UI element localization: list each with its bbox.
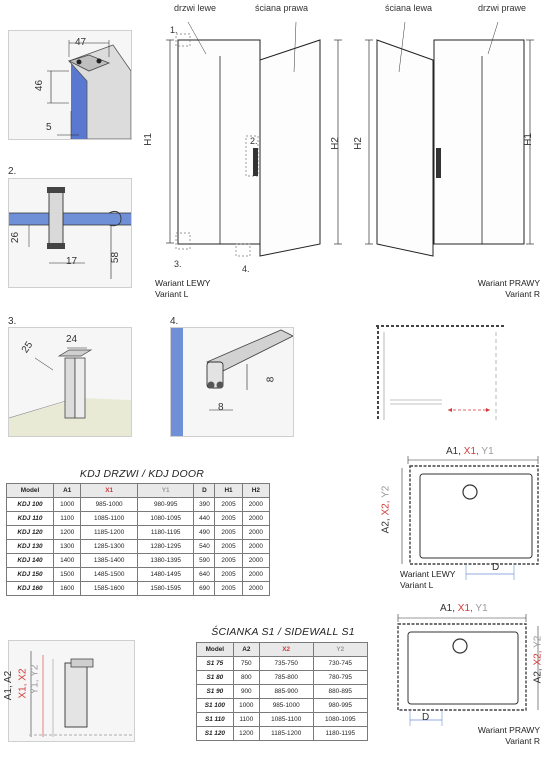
side-table-cell: S1 100 xyxy=(197,699,234,713)
plan-left-side-dims xyxy=(380,486,391,534)
variant-left-plan-caption xyxy=(400,569,455,591)
side-table-row xyxy=(197,685,368,699)
col-a1: A1 xyxy=(54,484,81,498)
col-model: Model xyxy=(197,643,234,657)
detail-1-drawing xyxy=(9,31,131,139)
dim-24: 24 xyxy=(66,334,78,345)
door-table-cell: 2000 xyxy=(242,526,269,540)
side-table-cell: S1 80 xyxy=(197,671,234,685)
dim-17: 17 xyxy=(66,256,78,267)
door-table-title: KDJ DRZWI / KDJ DOOR xyxy=(79,468,205,480)
variant-right-caption xyxy=(466,278,540,300)
side-table-cell: 1200 xyxy=(233,727,259,741)
door-table-cell: 1300 xyxy=(54,540,81,554)
side-table-header xyxy=(197,643,368,657)
detail-2-number: 2. xyxy=(8,166,17,177)
door-table-cell: 2005 xyxy=(215,512,242,526)
door-table-cell: KDJ 120 xyxy=(7,526,54,540)
callout-3: 3. xyxy=(174,259,182,269)
door-table-cell: 2005 xyxy=(215,526,242,540)
side-table-row xyxy=(197,657,368,671)
col-x1: X1 xyxy=(81,484,138,498)
door-table-cell: 2000 xyxy=(242,512,269,526)
side-table-cell: 985-1000 xyxy=(259,699,313,713)
side-table-cell: 780-795 xyxy=(313,671,367,685)
door-table-cell: 1480-1495 xyxy=(137,568,194,582)
col-x2: X2 xyxy=(259,643,313,657)
glass-panel xyxy=(9,213,131,225)
glass-panel xyxy=(171,328,183,436)
shower-right-side xyxy=(352,0,435,290)
variant-left-plan-en: Variant L xyxy=(400,580,434,590)
side-table-cell: S1 110 xyxy=(197,713,234,727)
label-drzwi-prawe: drzwi prawe xyxy=(478,3,527,13)
door-table-cell: 1185-1200 xyxy=(81,526,138,540)
door-table-cell: 1580-1595 xyxy=(137,582,194,596)
door-table-cell: 1400 xyxy=(54,554,81,568)
profile-a-dims: A1, A2 xyxy=(3,670,15,701)
door-table-cell: 640 xyxy=(194,568,215,582)
door-table xyxy=(6,483,270,596)
profile-x-dims: X1, X2 xyxy=(17,668,29,699)
dim-y1: Y1 xyxy=(481,446,494,457)
door-table-cell: 1280-1295 xyxy=(137,540,194,554)
door-table-cell: 390 xyxy=(194,498,215,512)
dim-y2b: Y2 xyxy=(532,635,544,648)
door-table-cell: 1285-1300 xyxy=(81,540,138,554)
side-table-cell: 1100 xyxy=(233,713,259,727)
door-table-cell: 1485-1500 xyxy=(81,568,138,582)
dim-x1b: X1, xyxy=(457,603,473,614)
door-table-row xyxy=(7,554,270,568)
label-h2-left: H2 xyxy=(329,137,341,150)
door-table-cell: 2005 xyxy=(215,582,242,596)
door-table-cell: 2000 xyxy=(242,582,269,596)
dim-d-right: D xyxy=(422,712,430,723)
door-table-row xyxy=(7,512,270,526)
label-h1-right: H1 xyxy=(522,133,534,146)
plan-view-right xyxy=(390,598,550,728)
side-table-cell: S1 120 xyxy=(197,727,234,741)
dim-46: 46 xyxy=(34,79,46,92)
plan-right-side-dims xyxy=(532,636,543,684)
dim-d-left: D xyxy=(492,562,500,573)
door-table-cell: KDJ 140 xyxy=(7,554,54,568)
plan-left-top-dims xyxy=(446,446,494,457)
col-d: D xyxy=(194,484,215,498)
dim-47: 47 xyxy=(75,37,87,48)
dim-26: 26 xyxy=(10,231,22,244)
door-table-cell: KDJ 160 xyxy=(7,582,54,596)
side-table xyxy=(196,642,368,741)
door-table-cell: KDJ 100 xyxy=(7,498,54,512)
side-table-row xyxy=(197,713,368,727)
side-table-cell: 900 xyxy=(233,685,259,699)
side-table-cell: 750 xyxy=(233,657,259,671)
label-h2-right: H2 xyxy=(352,137,364,150)
dim-x2b: X2, xyxy=(532,650,544,666)
dim-a2: A2, xyxy=(380,518,392,534)
door-table-cell: 690 xyxy=(194,582,215,596)
side-table-row xyxy=(197,727,368,741)
label-sciana-prawa: ściana prawa xyxy=(255,3,309,13)
door-table-cell: 1085-1100 xyxy=(81,512,138,526)
door-table-cell: KDJ 110 xyxy=(7,512,54,526)
dim-x2: X2, xyxy=(380,500,392,516)
door-table-cell: 1180-1195 xyxy=(137,526,194,540)
door-table-cell: 590 xyxy=(194,554,215,568)
side-table-cell: 1085-1100 xyxy=(259,713,313,727)
plan-view-small xyxy=(376,324,506,424)
handle-bar xyxy=(49,189,63,247)
label-h1-left: H1 xyxy=(142,133,154,146)
detail-3-number: 3. xyxy=(8,316,17,327)
label-drzwi-lewe: drzwi lewe xyxy=(174,3,217,13)
variant-right-pl: Wariant PRAWY xyxy=(477,278,540,288)
dim-5: 5 xyxy=(46,122,52,133)
side-table-cell: 1080-1095 xyxy=(313,713,367,727)
side-table-cell: 1185-1200 xyxy=(259,727,313,741)
side-table-cell: 885-900 xyxy=(259,685,313,699)
door-table-cell: 1500 xyxy=(54,568,81,582)
variant-right-plan-pl: Wariant PRAWY xyxy=(477,725,540,735)
detail-2-drawing xyxy=(9,179,131,287)
dim-a2b: A2, xyxy=(532,668,544,684)
callout-4: 4. xyxy=(242,264,250,274)
side-table-cell: 735-750 xyxy=(259,657,313,671)
side-table-cell: 800 xyxy=(233,671,259,685)
side-table-cell: 785-800 xyxy=(259,671,313,685)
detail-4-number: 4. xyxy=(170,316,179,327)
side-table-cell: 880-895 xyxy=(313,685,367,699)
side-table-row xyxy=(197,699,368,713)
dim-8-vertical: 8 xyxy=(265,376,277,383)
door-table-header xyxy=(7,484,270,498)
door-table-cell: 980-995 xyxy=(137,498,194,512)
variant-left-en: Variant L xyxy=(155,289,189,299)
door-table-row xyxy=(7,540,270,554)
door-table-cell: 1200 xyxy=(54,526,81,540)
door-table-cell: 2005 xyxy=(215,568,242,582)
side-table-cell: 1000 xyxy=(233,699,259,713)
door-table-cell: 1080-1095 xyxy=(137,512,194,526)
plan-right-top-dims xyxy=(440,603,488,614)
variant-right-plan-en: Variant R xyxy=(505,736,540,746)
door-table-cell: 2005 xyxy=(215,554,242,568)
variant-right-plan-caption xyxy=(466,725,540,747)
door-table-row xyxy=(7,568,270,582)
side-table-row xyxy=(197,671,368,685)
door-table-cell: KDJ 150 xyxy=(7,568,54,582)
detail-2-panel xyxy=(8,178,132,288)
door-table-cell: 2000 xyxy=(242,554,269,568)
door-table-cell: KDJ 130 xyxy=(7,540,54,554)
door-table-cell: 2005 xyxy=(215,540,242,554)
door-table-row xyxy=(7,498,270,512)
door-table-row xyxy=(7,582,270,596)
side-table-title: ŚCIANKA S1 / SIDEWALL S1 xyxy=(211,626,355,638)
dim-x1: X1, xyxy=(463,446,479,457)
side-table-cell: S1 75 xyxy=(197,657,234,671)
dim-58: 58 xyxy=(110,251,122,264)
profile-y-dims: Y1, Y2 xyxy=(29,664,41,695)
door-table-cell: 985-1000 xyxy=(81,498,138,512)
col-y1: Y1 xyxy=(137,484,194,498)
door-table-cell: 1000 xyxy=(54,498,81,512)
dim-y2: Y2 xyxy=(380,485,392,498)
variant-left-caption xyxy=(155,278,210,300)
callout-1: 1. xyxy=(170,25,178,35)
dim-y1b: Y1 xyxy=(475,603,488,614)
door-table-cell: 1600 xyxy=(54,582,81,596)
side-table-cell: 980-995 xyxy=(313,699,367,713)
dim-a1: A1, xyxy=(446,446,462,457)
side-table-cell: 730-745 xyxy=(313,657,367,671)
dim-a1b: A1, xyxy=(440,603,456,614)
door-table-cell: 2000 xyxy=(242,540,269,554)
door-table-cell: 490 xyxy=(194,526,215,540)
door-table-cell: 440 xyxy=(194,512,215,526)
variant-left-pl: Wariant LEWY xyxy=(155,278,211,288)
col-h1: H1 xyxy=(215,484,242,498)
detail-1-panel xyxy=(8,30,132,140)
col-model: Model xyxy=(7,484,54,498)
door-table-cell: 1585-1600 xyxy=(81,582,138,596)
door-table-cell: 540 xyxy=(194,540,215,554)
label-sciana-lewa: ściana lewa xyxy=(385,3,433,13)
door-table-cell: 2000 xyxy=(242,498,269,512)
door-table-cell: 1100 xyxy=(54,512,81,526)
door-table-cell: 2000 xyxy=(242,568,269,582)
variant-right-en: Variant R xyxy=(505,289,540,299)
door-table-cell: 1380-1395 xyxy=(137,554,194,568)
callout-2: 2. xyxy=(250,136,258,146)
side-table-cell: S1 90 xyxy=(197,685,234,699)
plan-view-left xyxy=(396,440,546,590)
side-table-cell: 1180-1195 xyxy=(313,727,367,741)
col-a2: A2 xyxy=(233,643,259,657)
door-table-cell: 2005 xyxy=(215,498,242,512)
col-y2: Y2 xyxy=(313,643,367,657)
dim-25: 25 xyxy=(19,339,36,356)
door-table-cell: 1385-1400 xyxy=(81,554,138,568)
col-h2: H2 xyxy=(242,484,269,498)
variant-left-plan-pl: Wariant LEWY xyxy=(400,569,456,579)
door-table-row xyxy=(7,526,270,540)
dim-8-horizontal: 8 xyxy=(218,402,224,413)
